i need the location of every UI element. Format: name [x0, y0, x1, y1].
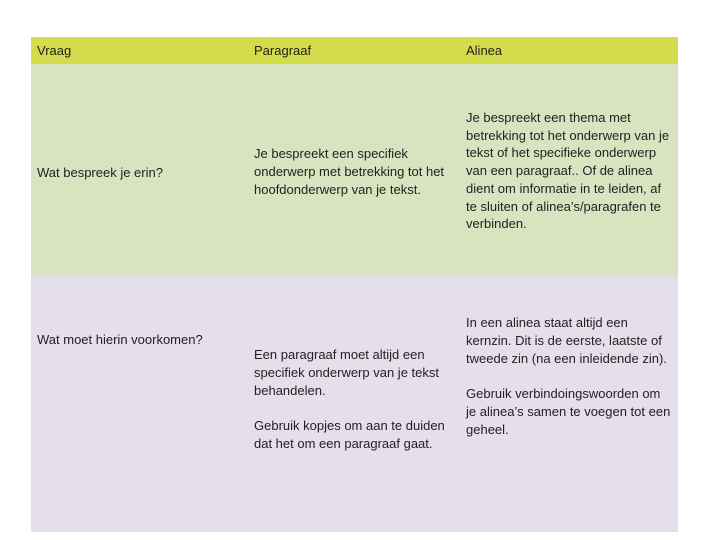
alinea-text: Je bespreekt een thema met betrekking tot het onderwerp van je tekst of het specifieke onderwerp van een paragraaf.. Of de alinea dient om informatie in te leiden, af te sluiten of alinea’s/paragrafen te verbinden.	[466, 109, 670, 232]
alinea-text-1: In een alinea staat altijd een kernzin. Dit is de eerste, laatste of tweede zin (na een inleidende zin).	[466, 315, 667, 366]
alinea-cell	[460, 64, 678, 276]
alinea-text-2: Gebruik verbindoingswoorden om je alinea’s samen te voegen tot een geheel.	[466, 386, 671, 437]
paragraaf-text: Je bespreekt een specifiek onderwerp met betrekking tot het hoofdonderwerp van je tekst.	[254, 146, 445, 197]
alinea-cell	[460, 276, 678, 532]
question-text: Wat moet hierin voorkomen?	[37, 332, 203, 347]
comparison-table	[31, 37, 678, 532]
paragraaf-text-1: Een paragraaf moet altijd een specifiek onderwerp van je tekst behandelen.	[254, 347, 439, 398]
table-row	[31, 64, 678, 276]
header-alinea: Alinea	[466, 43, 503, 58]
header-paragraaf: Paragraaf	[254, 43, 312, 58]
question-text: Wat bespreek je erin?	[37, 165, 163, 181]
paragraaf-cell	[247, 64, 460, 276]
paragraaf-text-2: Gebruik kopjes om aan te duiden dat het om een paragraaf gaat.	[254, 418, 445, 451]
question-cell	[31, 276, 247, 532]
table-header-row	[31, 37, 678, 64]
paragraaf-cell	[247, 276, 460, 532]
question-cell	[31, 64, 247, 276]
header-vraag: Vraag	[37, 43, 72, 58]
table-row	[31, 276, 678, 532]
